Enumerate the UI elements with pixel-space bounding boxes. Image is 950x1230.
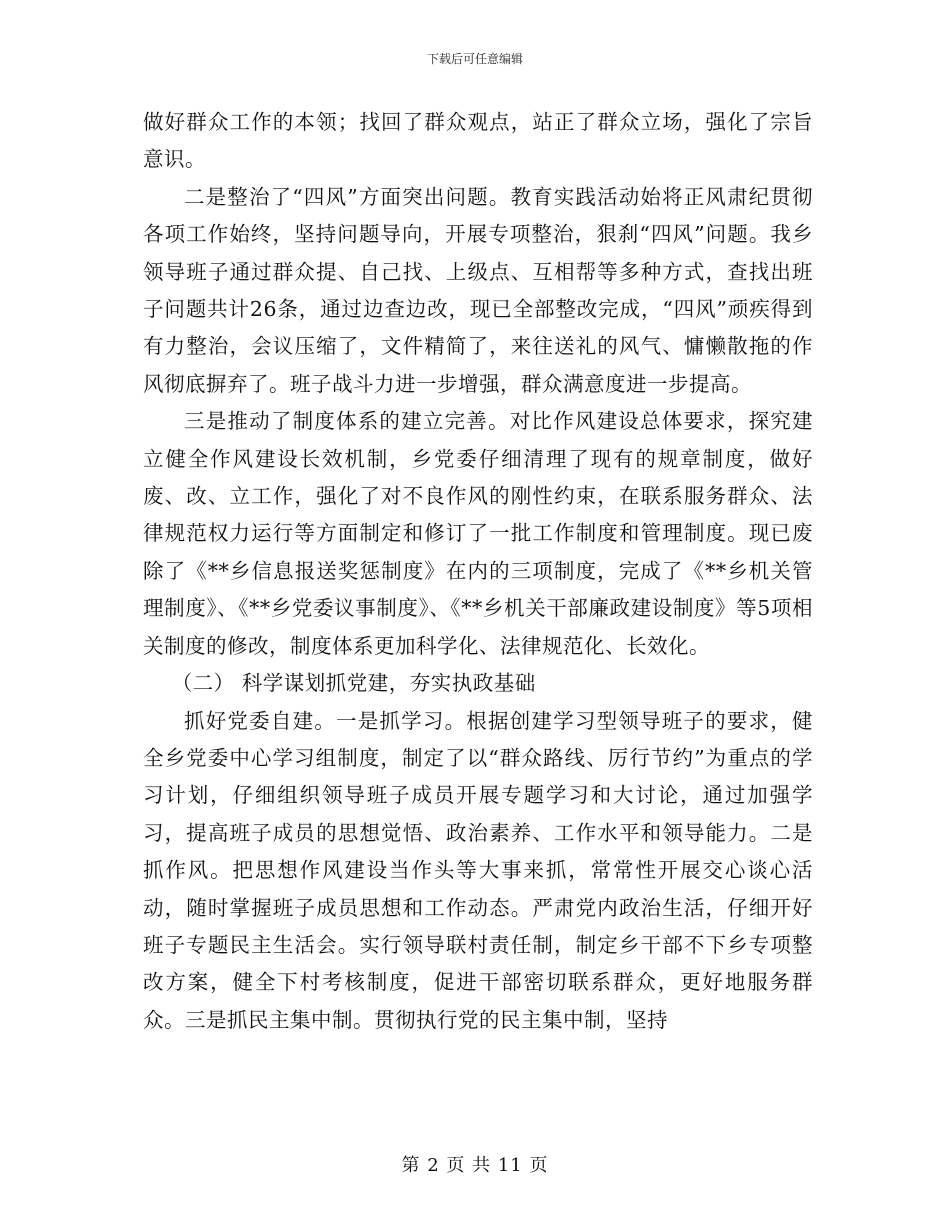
paragraph-four-winds: 二是整治了“四风”方面突出问题。教育实践活动始将正风肃纪贯彻各项工作始终，坚持问题导向，开展专项整治，狠刹“四风”问题。我乡领导班子通过群众提、自己找、上级点、互相帮等多种方式，查找出班子问题共计26条，通过边查边改，现已全部整改完成，“四风”顽疾得到有力整治，会议压缩了，文件精简了，来往送礼的风气、慵懒散拖的作风彻底摒弃了。班子战斗力进一步增强，群众满意度进一步提高。 [143,184,813,396]
paragraph-party-building: 抓好党委自建。一是抓学习。根据创建学习型领导班子的要求，健全乡党委中心学习组制度，制定了以“群众路线、厉行节约”为重点的学习计划，仔细组织领导班子成员开展专题学习和大讨论，通过加强学习，提高班子成员的思想觉悟、政治素养、工作水平和领导能力。二是抓作风。把思想作风建设当作头等大事来抓，常常性开展交心谈心活动，随时掌握班子成员思想和工作动态。严肃党内政治生活，仔细开好班子专题民主生活会。实行领导联村责任制，制定乡干部不下乡专项整改方案，健全下村考核制度，促进干部密切联系群众，更好地服务群众。三是抓民主集中制。贯彻执行党的民主集中制，坚持 [143,708,813,1032]
document-body [143,104,813,1039]
paragraph-institution-system: 三是推动了制度体系的建立完善。对比作风建设总体要求，探究建立健全作风建设长效机制，乡党委仔细清理了现有的规章制度，做好废、改、立工作，强化了对不良作风的刚性约束，在联系服务群众、法律规范权力运行等方面制定和修订了一批工作制度和管理制度。现已废除了《**乡信息报送奖惩制度》在内的三项制度，完成了《**乡机关管理制度》、《**乡党委议事制度》、《**乡机关干部廉政建设制度》等5项相关制度的修改，制度体系更加科学化、法律规范化、长效化。 [143,409,813,658]
paragraph-continuation: 做好群众工作的本领；找回了群众观点，站正了群众立场，强化了宗旨意识。 [143,110,813,172]
page-footer: 第 2 页 共 11 页 [401,1155,549,1176]
page-header: 下载后可任意编辑 [426,52,523,66]
section-heading: （二） 科学谋划抓党建，夯实执政基础 [171,671,536,696]
